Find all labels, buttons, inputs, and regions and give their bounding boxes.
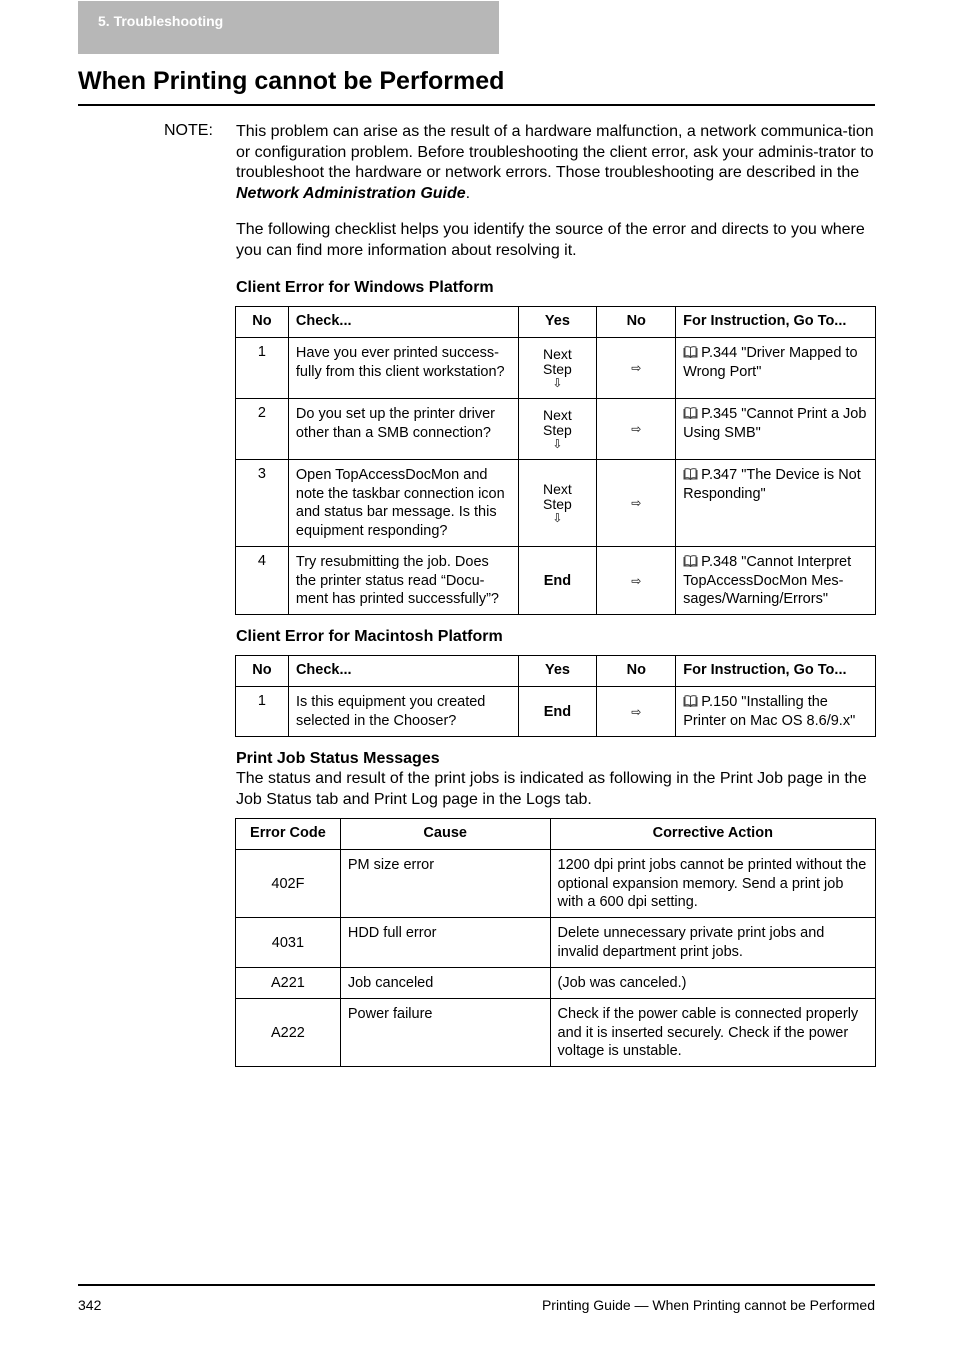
yes-end: End bbox=[518, 547, 597, 615]
reference-cell bbox=[676, 338, 876, 399]
down-arrow-icon: ⇩ bbox=[552, 436, 563, 451]
action-text: 1200 dpi print jobs cannot be printed without the optional expansion memory. Send a print job with a 600 dpi setting. bbox=[550, 850, 875, 918]
yes-next-step bbox=[518, 460, 597, 547]
no-result bbox=[597, 399, 676, 460]
footer-title: Printing Guide — When Printing cannot be Performed bbox=[541, 1297, 875, 1313]
down-arrow-icon: ⇩ bbox=[552, 375, 563, 390]
col-header-error-code: Error Code bbox=[236, 819, 341, 850]
page-title: When Printing cannot be Performed bbox=[78, 67, 505, 95]
windows-heading: Client Error for Windows Platform bbox=[236, 279, 494, 296]
col-header-yes: Yes bbox=[518, 656, 597, 687]
row-number: 2 bbox=[236, 399, 289, 460]
row-number: 4 bbox=[236, 547, 289, 615]
note-label: NOTE: bbox=[164, 122, 213, 139]
col-header-no-result: No bbox=[597, 307, 676, 338]
next-label: Next bbox=[543, 345, 572, 362]
mac-heading: Client Error for Macintosh Platform bbox=[236, 628, 503, 645]
status-table bbox=[235, 818, 876, 1067]
guide-title: Network Administration Guide bbox=[236, 184, 466, 202]
step-label: Step bbox=[543, 360, 572, 377]
book-icon bbox=[683, 468, 698, 480]
row-number: 1 bbox=[236, 687, 289, 737]
no-result bbox=[597, 338, 676, 399]
reference-cell bbox=[676, 687, 876, 737]
right-arrow-icon: ⇨ bbox=[631, 573, 642, 588]
row-number: 3 bbox=[236, 460, 289, 547]
note-body: This problem can arise as the result of a hardware malfunction, a network communica-tion or configuration problem. Before troubleshooting the client error, ask your adminis-trator to troubleshoot the hardware or network errors. Those troubleshooting are described in the bbox=[236, 123, 874, 181]
col-header-check: Check... bbox=[288, 656, 518, 687]
col-header-cause: Cause bbox=[340, 819, 550, 850]
col-header-yes: Yes bbox=[518, 307, 597, 338]
book-icon bbox=[683, 346, 698, 358]
row-number: 1 bbox=[236, 338, 289, 399]
check-text: Is this equipment you created selected in the Chooser? bbox=[288, 687, 518, 737]
no-result bbox=[597, 460, 676, 547]
reference-cell bbox=[676, 460, 876, 547]
section-tab bbox=[78, 1, 499, 54]
yes-end: End bbox=[518, 687, 597, 737]
book-icon bbox=[683, 555, 698, 567]
table-header-row bbox=[236, 307, 876, 338]
cause-text: PM size error bbox=[340, 850, 550, 918]
reference-cell bbox=[676, 547, 876, 615]
book-icon bbox=[683, 407, 698, 419]
cause-text: Power failure bbox=[340, 999, 550, 1067]
check-text: Have you ever printed success-fully from this client workstation? bbox=[288, 338, 518, 399]
action-text: (Job was canceled.) bbox=[550, 968, 875, 999]
col-header-no-result: No bbox=[597, 656, 676, 687]
status-description: The status and result of the print jobs is indicated as following in the Print Job page in the Job Status tab and Print Log page in the Logs tab. bbox=[236, 770, 867, 808]
right-arrow-icon: ⇨ bbox=[631, 496, 642, 510]
check-text: Try resubmitting the job. Does the printer status read “Docu-ment has printed successfully”? bbox=[288, 547, 518, 615]
reference-link[interactable]: P.344 "Driver Mapped to Wrong Port" bbox=[683, 345, 858, 380]
step-label: Step bbox=[543, 421, 572, 438]
error-code: 4031 bbox=[236, 918, 341, 968]
right-arrow-icon: ⇨ bbox=[631, 361, 642, 375]
col-header-action: Corrective Action bbox=[550, 819, 875, 850]
action-text: Check if the power cable is connected properly and it is inserted securely. Check if the power voltage is unstable. bbox=[550, 999, 875, 1067]
error-code: 402F bbox=[236, 850, 341, 918]
col-header-go-to: For Instruction, Go To... bbox=[676, 656, 876, 687]
page-number: 342 bbox=[78, 1297, 102, 1313]
intro-paragraph: The following checklist helps you identify the source of the error and directs to you where you can find more information about resolving it. bbox=[236, 221, 865, 259]
table-row bbox=[236, 918, 876, 968]
table-row bbox=[236, 547, 876, 615]
table-row bbox=[236, 968, 876, 999]
col-header-check: Check... bbox=[288, 307, 518, 338]
table-row bbox=[236, 850, 876, 918]
book-icon bbox=[683, 695, 698, 707]
cause-text: HDD full error bbox=[340, 918, 550, 968]
section-label: 5. Troubleshooting bbox=[98, 13, 224, 29]
table-row bbox=[236, 687, 876, 737]
table-row bbox=[236, 460, 876, 547]
reference-link[interactable]: P.347 "The Device is Not Responding" bbox=[683, 467, 861, 502]
windows-table bbox=[235, 306, 876, 615]
down-arrow-icon: ⇩ bbox=[552, 510, 563, 525]
table-header-row bbox=[236, 656, 876, 687]
note-end: . bbox=[465, 184, 471, 202]
action-text: Delete unnecessary private print jobs and invalid department print jobs. bbox=[550, 918, 875, 968]
next-label: Next bbox=[543, 406, 572, 423]
title-divider bbox=[78, 104, 875, 106]
mac-table bbox=[235, 655, 876, 737]
note-text bbox=[236, 122, 876, 204]
check-text: Do you set up the printer driver other than a SMB connection? bbox=[288, 399, 518, 460]
reference-link[interactable]: P.345 "Cannot Print a Job Using SMB" bbox=[683, 406, 867, 441]
status-heading: Print Job Status Messages bbox=[236, 750, 440, 767]
table-header-row bbox=[236, 819, 876, 850]
reference-cell bbox=[676, 399, 876, 460]
col-header-no: No bbox=[236, 307, 289, 338]
yes-next-step bbox=[518, 399, 597, 460]
table-row bbox=[236, 399, 876, 460]
footer-divider bbox=[78, 1284, 875, 1286]
error-code: A222 bbox=[236, 999, 341, 1067]
right-arrow-icon: ⇨ bbox=[631, 422, 642, 436]
col-header-go-to: For Instruction, Go To... bbox=[676, 307, 876, 338]
cause-text: Job canceled bbox=[340, 968, 550, 999]
error-code: A221 bbox=[236, 968, 341, 999]
no-result bbox=[597, 687, 676, 737]
no-result bbox=[597, 547, 676, 615]
reference-link[interactable]: P.150 "Installing the Printer on Mac OS 8.6/9.x" bbox=[683, 694, 856, 729]
col-header-no: No bbox=[236, 656, 289, 687]
reference-link[interactable]: P.348 "Cannot Interpret TopAccessDocMon Mes-sages/Warning/Errors" bbox=[683, 554, 852, 607]
table-row bbox=[236, 338, 876, 399]
yes-next-step bbox=[518, 338, 597, 399]
check-text: Open TopAccessDocMon and note the taskbar connection icon and status bar message. Is this equipment responding? bbox=[288, 460, 518, 547]
table-row bbox=[236, 999, 876, 1067]
next-label: Next bbox=[543, 480, 572, 497]
step-label: Step bbox=[543, 495, 572, 512]
right-arrow-icon: ⇨ bbox=[631, 704, 642, 719]
